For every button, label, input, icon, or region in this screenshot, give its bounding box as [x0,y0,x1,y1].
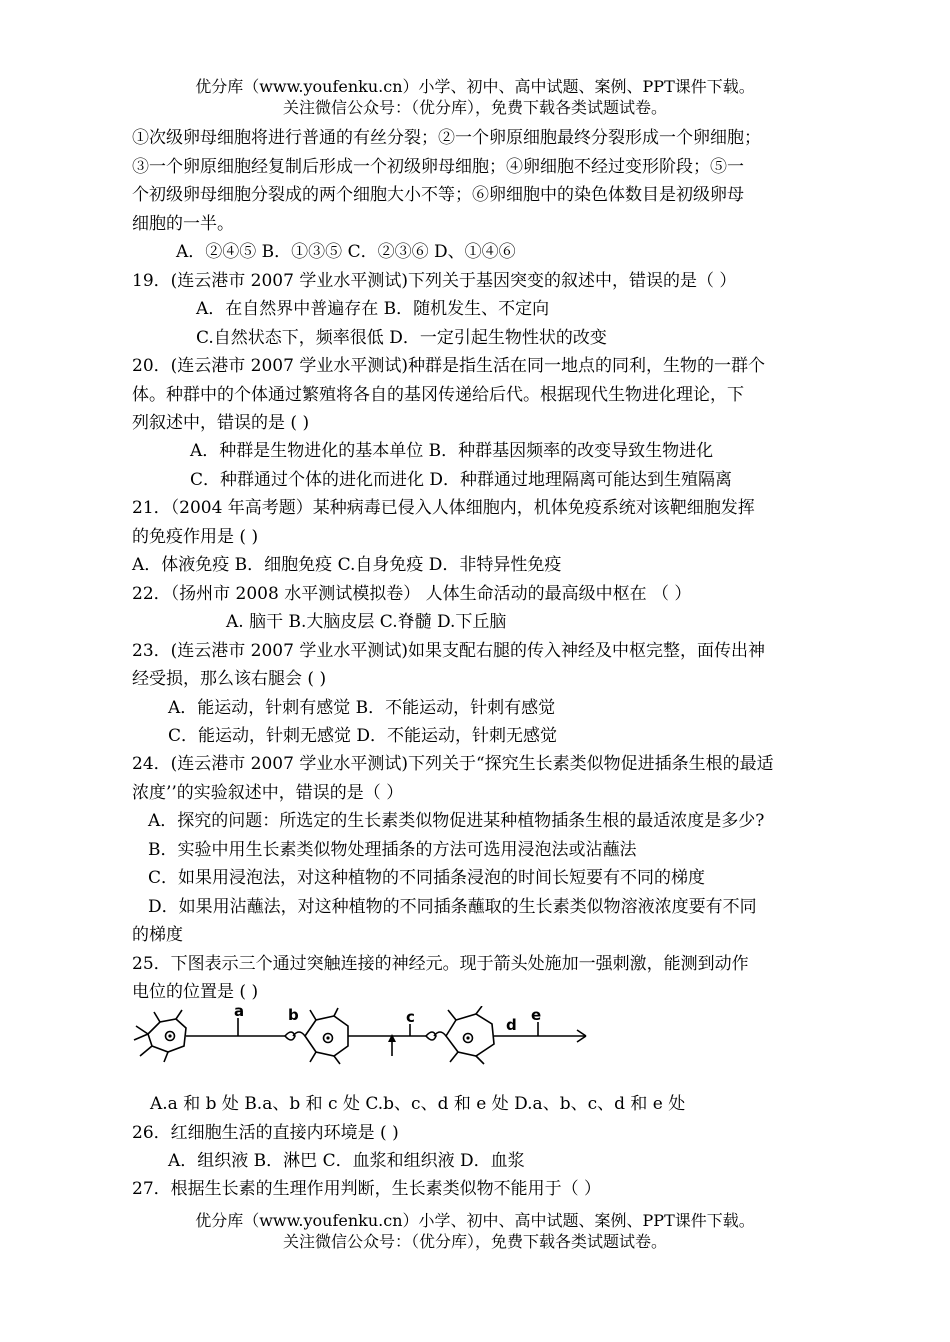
q18-options: A．②④⑤ B．①③⑤ C．②③⑥ D、①④⑥ [176,242,516,262]
q20-stem: 列叙述中，错误的是 ( ) [132,413,310,433]
q24-stem: 浓度’’的实验叙述中，错误的是（ ） [132,783,404,803]
label-d: d [506,1016,517,1034]
q23-options-2: C．能运动，针刺无感觉 D．不能运动，针刺无感觉 [168,726,558,746]
q23-stem: 23．(连云港市 2007 学业水平测试)如果支配右腿的传入神经及中枢完整，面传出神 [132,641,765,661]
q23-options-1: A．能运动，针刺有感觉 B．不能运动，针刺有感觉 [168,698,556,718]
q24-option-c: C．如果用浸泡法，对这种植物的不同插条浸泡的时间长短要有不同的梯度 [148,868,706,888]
q24-option-d-cont: 的梯度 [132,925,183,945]
q26-stem: 26．红细胞生活的直接内环境是 ( ) [132,1123,399,1143]
q25-stem: 25．下图表示三个通过突触连接的神经元。现于箭头处施加一强刺激，能测到动作 [132,954,749,974]
label-a: a [234,1006,245,1020]
label-b: b [288,1006,299,1024]
q19-options-1: A．在自然界中普遍存在 B．随机发生、不定向 [196,299,550,319]
header-line-2: 关注微信公众号：（优分库），免费下载各类试题试卷。 [282,98,667,117]
q24-option-a: A．探究的问题：所选定的生长素类似物促进某种植物插条生根的最适浓度是多少? [148,811,765,831]
q27-stem: 27．根据生长素的生理作用判断，生长素类似物不能用于（ ） [132,1179,602,1199]
q20-options-1: A．种群是生物进化的基本单位 B．种群基因频率的改变导致生物进化 [190,441,714,461]
neuron-diagram [130,1006,590,1066]
text-line: 细胞的一半。 [132,214,234,234]
footer-line-2: 关注微信公众号：（优分库），免费下载各类试题试卷。 [282,1232,667,1251]
q21-stem: 的免疫作用是 ( ) [132,527,259,547]
q21-options: A．体液免疫 B．细胞免疫 C.自身免疫 D．非特异性免疫 [132,555,562,575]
q21-stem: 21．（2004 年高考题）某种病毒已侵入人体细胞内，机体免疫系统对该靶细胞发挥 [132,498,755,518]
q24-option-b: B．实验中用生长素类似物处理插条的方法可选用浸泡法或沾蘸法 [148,840,637,860]
q24-stem: 24．(连云港市 2007 学业水平测试)下列关于“探究生长素类似物促进插条生根的最适 [132,754,774,774]
q22-options: A. 脑干 B.大脑皮层 C.脊髓 D.下丘脑 [226,612,507,632]
q23-stem: 经受损，那么该右腿会 ( ) [132,669,327,689]
q22-stem: 22．（扬州市 2008 水平测试模拟卷） 人体生命活动的最高级中枢在 （ ） [132,584,692,604]
q26-options: A．组织液 B．淋巴 C．血浆和组织液 D．血浆 [168,1151,525,1171]
neuron-3-body [446,1014,494,1056]
q19-stem: 19．(连云港市 2007 学业水平测试)下列关于基因突变的叙述中，错误的是（ ） [132,271,737,291]
label-c: c [406,1008,415,1026]
neuron-1-body [148,1019,186,1052]
q25-stem: 电位的位置是 ( ) [132,982,259,1002]
neuron-2-body [305,1016,348,1056]
q24-option-d: D．如果用沾蘸法，对这种植物的不同插条蘸取的生长素类似物溶液浓度要有不同 [148,897,757,917]
text-line: 个初级卵母细胞分裂成的两个细胞大小不等；⑥卵细胞中的染色体数目是初级卵母 [132,185,744,205]
q20-options-2: C．种群通过个体的进化而进化 D．种群通过地理隔离可能达到生殖隔离 [190,470,733,490]
text-line: ①次级卵母细胞将进行普通的有丝分裂；②一个卵原细胞最终分裂形成一个卵细胞； [132,128,761,148]
q19-options-2: C.自然状态下，频率很低 D．一定引起生物性状的改变 [196,328,607,348]
label-e: e [531,1006,542,1024]
q20-stem: 20．(连云港市 2007 学业水平测试)种群是指生活在同一地点的同利，生物的一群个 [132,356,765,376]
footer-line-1: 优分库（www.youfenku.cn）小学、初中、高中试题、案例、PPT课件下载。 [195,1211,755,1230]
q25-options: A.a 和 b 处 B.a、b 和 c 处 C.b、c、d 和 e 处 D.a、b、c、d 和 e 处 [150,1094,686,1114]
text-line: ③一个卵原细胞经复制后形成一个初级卵母细胞；④卵细胞不经过变形阶段；⑤一 [132,157,744,177]
header-line-1: 优分库（www.youfenku.cn）小学、初中、高中试题、案例、PPT课件下载。 [195,77,755,96]
q20-stem: 体。种群中的个体通过繁殖将各自的基冈传递给后代。根据现代生物进化理论，下 [132,385,744,405]
